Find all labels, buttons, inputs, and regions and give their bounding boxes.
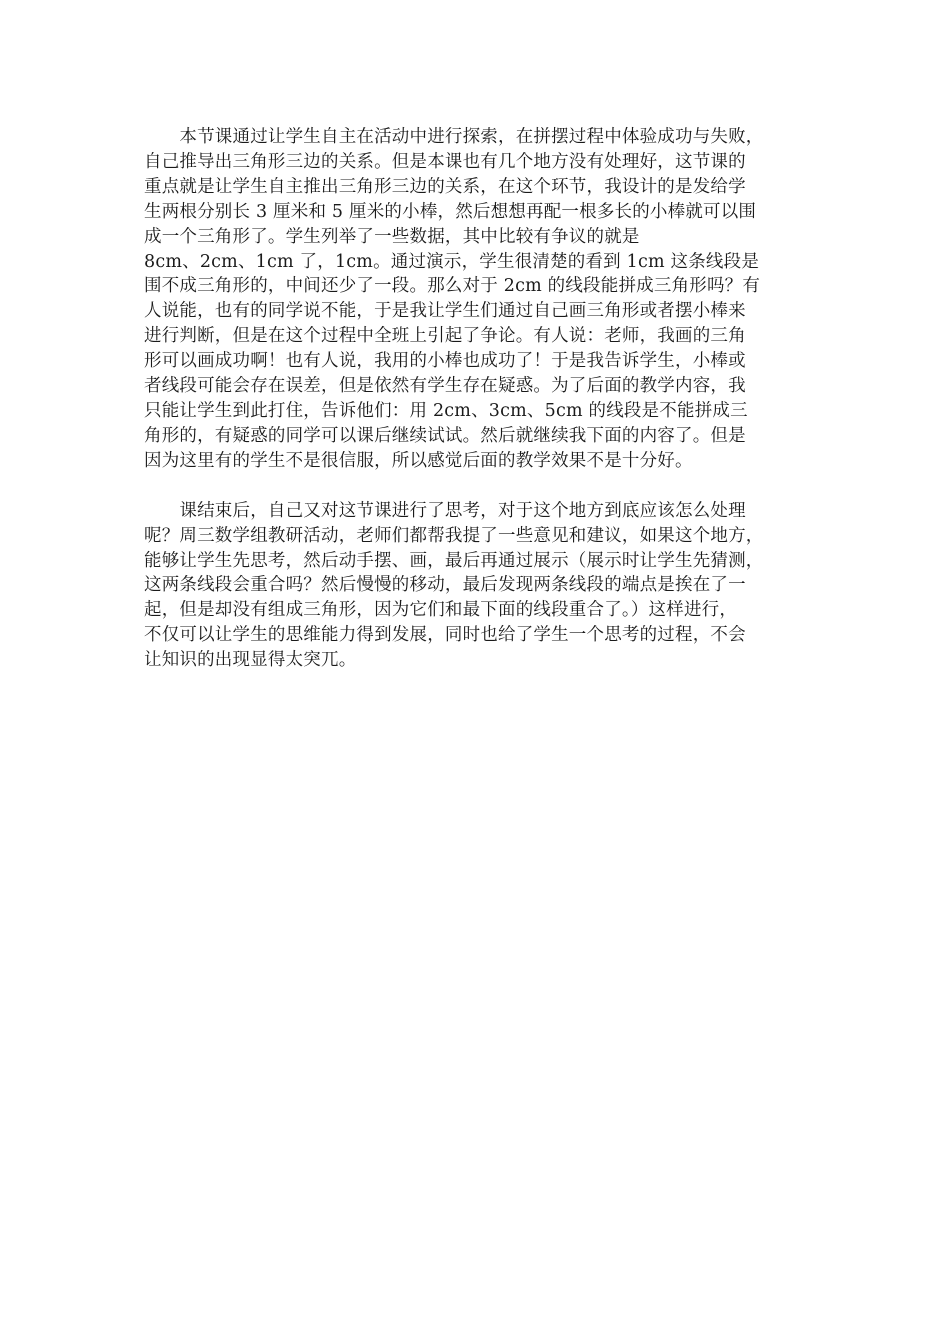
paragraph-line: 生两根分别长 3 厘米和 5 厘米的小棒，然后想想再配一根多长的小棒就可以围 xyxy=(144,201,757,222)
paragraph-line: 人说能，也有的同学说不能，于是我让学生们通过自己画三角形或者摆小棒来 xyxy=(144,301,746,322)
paragraph-line: 者线段可能会存在误差，但是依然有学生存在疑惑。为了后面的教学内容，我 xyxy=(144,376,746,397)
paragraph-line: 只能让学生到此打住，告诉他们：用 2cm、3cm、5cm 的线段是不能拼成三 xyxy=(144,400,748,421)
paragraph-line: 成一个三角形了。学生列举了一些数据，其中比较有争议的就是 xyxy=(144,226,640,247)
paragraph-line: 形可以画成功啊！也有人说，我用的小棒也成功了！于是我告诉学生，小棒或 xyxy=(144,351,746,372)
paragraph-line: 因为这里有的学生不是很信服，所以感觉后面的教学效果不是十分好。 xyxy=(144,450,693,471)
paragraph-line: 8cm、2cm、1cm 了，1cm。通过演示，学生很清楚的看到 1cm 这条线段是 xyxy=(144,251,760,272)
paragraph-2 xyxy=(144,499,812,673)
paragraph-1 xyxy=(144,125,812,474)
paragraph-line: 围不成三角形的，中间还少了一段。那么对于 2cm 的线段能拼成三角形吗？有 xyxy=(144,276,761,297)
paragraph-line: 重点就是让学生自主推出三角形三边的关系，在这个环节，我设计的是发给学 xyxy=(144,176,746,197)
paragraph-line: 角形的，有疑惑的同学可以课后继续试试。然后就继续我下面的内容了。但是 xyxy=(144,425,746,446)
paragraph-line: 起，但是却没有组成三角形，因为它们和最下面的线段重合了。）这样进行， xyxy=(144,600,738,621)
paragraph-line: 能够让学生先思考，然后动手摆、画，最后再通过展示（展示时让学生先猜测， xyxy=(144,550,764,571)
paragraph-line: 不仅可以让学生的思维能力得到发展，同时也给了学生一个思考的过程，不会 xyxy=(144,625,746,646)
paragraph-line: 课结束后，自己又对这节课进行了思考，对于这个地方到底应该怎么处理 xyxy=(144,500,746,521)
document-body xyxy=(144,125,812,673)
paragraph-line: 呢？周三数学组教研活动，老师们都帮我提了一些意见和建议，如果这个地方， xyxy=(144,525,764,546)
paragraph-line: 自己推导出三角形三边的关系。但是本课也有几个地方没有处理好，这节课的 xyxy=(144,151,746,172)
paragraph-line: 让知识的出现显得太突兀。 xyxy=(144,650,357,671)
paragraph-line: 进行判断，但是在这个过程中全班上引起了争论。有人说：老师，我画的三角 xyxy=(144,326,746,347)
paragraph-line: 本节课通过让学生自主在活动中进行探索，在拼摆过程中体验成功与失败， xyxy=(144,127,764,147)
paragraph-line: 这两条线段会重合吗？然后慢慢的移动，最后发现两条线段的端点是挨在了一 xyxy=(144,575,746,596)
